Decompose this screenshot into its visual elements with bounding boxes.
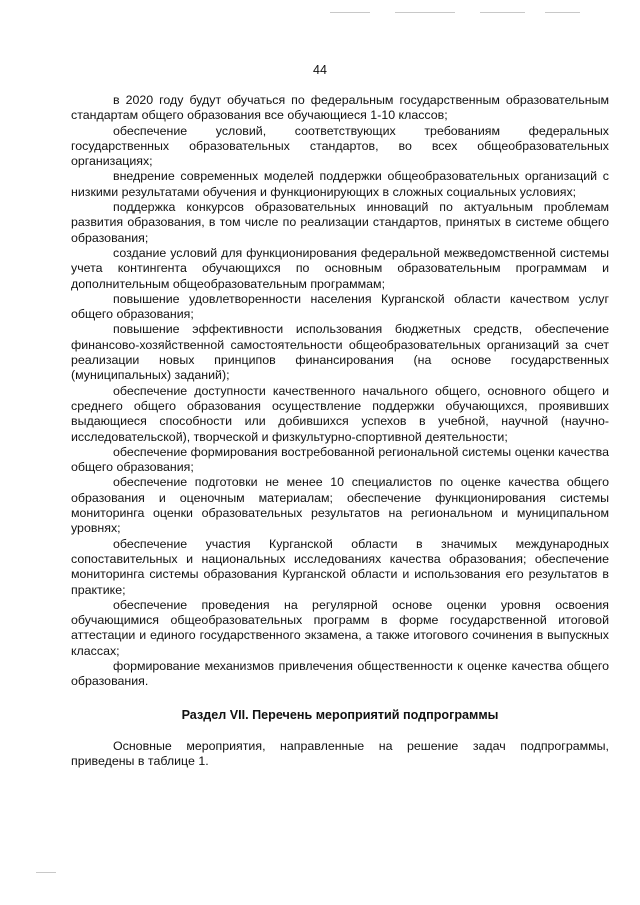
- body-paragraph: обеспечение формирования востребованной региональной системы оценки качества общего образования;: [71, 444, 609, 475]
- body-paragraph: обеспечение доступности качественного начального общего, основного общего и среднего общего образования осуществление поддержки обучающихся, проявивших выдающиеся способности или добившихся успехов в учебной, научной (научно-исследовательской), творческой и физкультурно-спортивной деятельности;: [71, 383, 609, 444]
- scan-artifact-top: [480, 12, 525, 13]
- section-heading: Раздел VII. Перечень мероприятий подпрограммы: [181, 707, 499, 722]
- body-paragraph: обеспечение участия Курганской области в значимых международных сопоставительных и национальных исследованиях качества образования; обеспечение мониторинга системы образования Курганской области и использования его результатов в практике;: [71, 536, 609, 597]
- section-paragraph: Основные мероприятия, направленные на решение задач подпрограммы, приведены в таблице 1.: [71, 738, 609, 769]
- body-paragraph: обеспечение условий, соответствующих требованиям федеральных государственных образовательных стандартов, во всех общеобразовательных организациях;: [71, 123, 609, 169]
- page-number: 44: [313, 63, 327, 77]
- body-paragraph: поддержка конкурсов образовательных инноваций по актуальным проблемам развития образования, в том числе по реализации стандартов, принятых в системе общего образования;: [71, 200, 609, 245]
- scan-artifact-top: [395, 12, 455, 13]
- document-body: [71, 93, 609, 769]
- body-paragraph: обеспечение подготовки не менее 10 специалистов по оценке качества общего образования и оценочным материалам; обеспечение функционирования системы мониторинга оценки образовательных результатов на региональном и муниципальном уровнях;: [71, 475, 609, 536]
- body-paragraph: повышение удовлетворенности населения Курганской области качеством услуг общего образования;: [71, 291, 609, 322]
- scan-artifact-top: [545, 12, 580, 13]
- body-paragraph: внедрение современных моделей поддержки общеобразовательных организаций с низкими результатами обучения и функционирующих в сложных социальных условиях;: [71, 169, 609, 199]
- body-paragraph: обеспечение проведения на регулярной основе оценки уровня освоения обучающимися общеобразовательных программ в форме государственной итоговой аттестации и единого государственного экзамена, а также итогового сочинения в выпускных классах;: [71, 597, 609, 658]
- body-paragraph: повышение эффективности использования бюджетных средств, обеспечение финансово-хозяйственной самостоятельности общеобразовательных организаций за счет реализации новых принципов финансирования (на основе государственных (муниципальных) заданий);: [71, 322, 609, 383]
- body-paragraph: в 2020 году будут обучаться по федеральным государственным образовательным стандартам общего образования все обучающиеся 1-10 классов;: [71, 93, 609, 123]
- scan-artifact-bottom: [36, 872, 56, 873]
- body-paragraph: создание условий для функционирования федеральной межведомственной системы учета контингента обучающихся по основным образовательным программам и дополнительным общеобразовательным программам;: [71, 245, 609, 291]
- body-paragraph: формирование механизмов привлечения общественности к оценке качества общего образования.: [71, 658, 609, 689]
- scan-artifact-top: [330, 12, 370, 13]
